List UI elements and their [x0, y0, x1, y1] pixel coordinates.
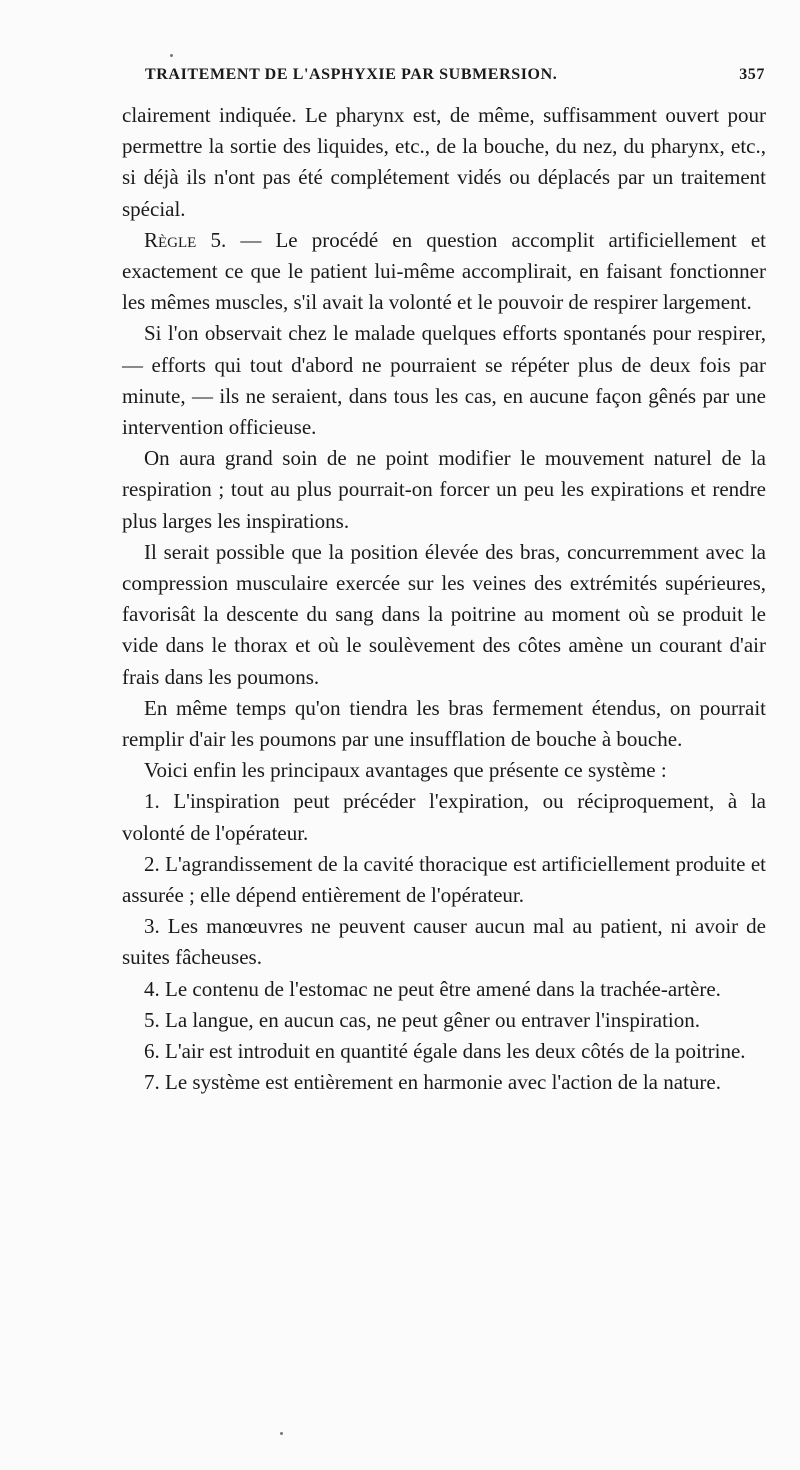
paragraph: Il serait possible que la position élevée des bras, concurremment avec la compression musculaire exercée sur les veines des extrémités supérieures, favorisât la descente du sang dans la poitrine au moment où se produit le vide dans le thorax et où le soulèvement des côtes amène un courant d'air frais dans les poumons. [122, 539, 766, 689]
rule-label: Règle 5. [144, 227, 227, 252]
rule-text: — Le procédé en question accomplit artificiellement et exactement ce que le patient lui-même accomplirait, en faisant fonctionner les mêmes muscles, s'il avait la volonté et le pouvoir de respirer largement. [122, 227, 766, 315]
paragraph: On aura grand soin de ne point modifier le mouvement naturel de la respiration ; tout au plus pourrait-on forcer un peu les expirations et rendre plus larges les inspirations. [122, 446, 766, 533]
running-title: TRAITEMENT DE L'ASPHYXIE PAR SUBMERSION. [145, 66, 558, 83]
body-text [122, 100, 766, 1099]
list-item: 1. L'inspiration peut précéder l'expiration, ou réciproquement, à la volonté de l'opérateur. [122, 789, 766, 845]
paragraph: Voici enfin les principaux avantages que présente ce système : [144, 758, 667, 783]
paragraph: En même temps qu'on tiendra les bras fermement étendus, on pourrait remplir d'air les poumons par une insufflation de bouche à bouche. [122, 695, 766, 752]
list-item: 4. Le contenu de l'estomac ne peut être amené dans la trachée-artère. [144, 976, 721, 1001]
list-item: 7. Le système est entièrement en harmonie avec l'action de la nature. [144, 1070, 721, 1095]
running-head [125, 66, 765, 90]
page-speck [170, 54, 173, 57]
paragraph: clairement indiquée. Le pharynx est, de même, suffisamment ouvert pour permettre la sortie des liquides, etc., de la bouche, du nez, du pharynx, etc., si déjà ils n'ont pas été complétement vidés ou déplacés par un traitement spécial. [122, 103, 766, 221]
paragraph-rule [122, 225, 766, 319]
list-item: 3. Les manœuvres ne peuvent causer aucun mal au patient, ni avoir de suites fâcheuses. [122, 914, 766, 970]
paragraph: Si l'on observait chez le malade quelques efforts spontanés pour respirer, — efforts qui tout d'abord ne pourraient se répéter plus de deux fois par minute, — ils ne seraient, dans tous les cas, en aucune façon gênés par une intervention officieuse. [122, 321, 766, 440]
list-item: 6. L'air est introduit en quantité égale dans les deux côtés de la poitrine. [144, 1039, 746, 1064]
page-speck [280, 1432, 283, 1435]
list-item: 5. La langue, en aucun cas, ne peut gêner ou entraver l'inspiration. [144, 1007, 700, 1032]
page-number: 357 [739, 66, 765, 83]
list-item: 2. L'agrandissement de la cavité thoracique est artificiellement produite et assurée ; elle dépend entièrement de l'opérateur. [122, 851, 766, 908]
